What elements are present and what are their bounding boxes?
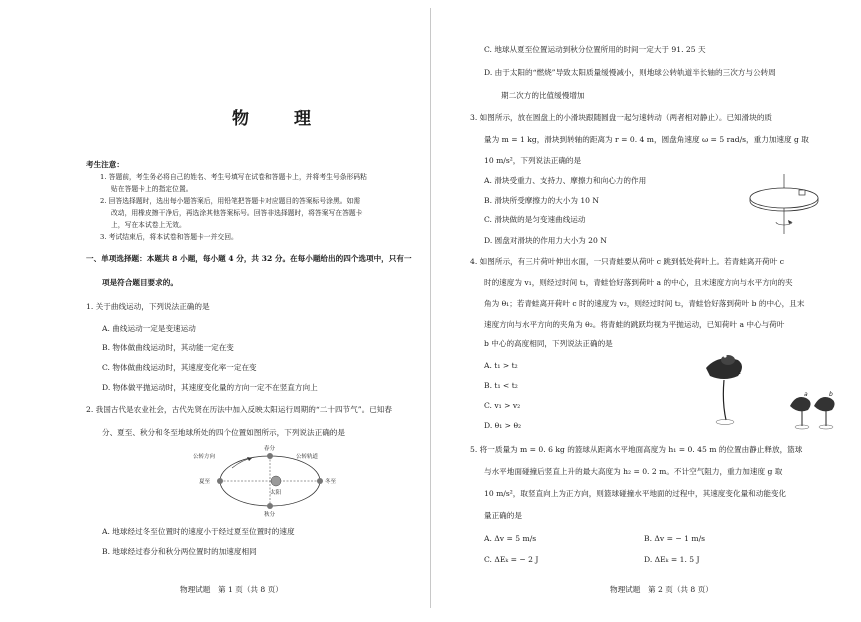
label-a: a xyxy=(804,391,808,398)
label-b: b xyxy=(829,391,833,398)
water-ripple-c xyxy=(716,420,734,425)
page-1 xyxy=(0,0,430,622)
q4-option-d: D. θ₁ > θ₂ xyxy=(484,421,522,430)
notice-line-4: 改动，用橡皮擦干净后，再选涂其他答案标号。回答非选择题时，将答案写在答题卡 xyxy=(111,209,363,217)
lotus-leaf-b-icon xyxy=(814,397,835,411)
label-winter-solstice: 冬至 xyxy=(325,479,337,485)
lotus-leaf-a-icon xyxy=(790,397,811,411)
sun-icon xyxy=(271,476,281,486)
q5-option-a: A. Δv = 5 m/s xyxy=(484,534,537,543)
q5-stem-cont-2: 10 m/s²，取竖直向上为正方向，则篮球碰撞水平地面的过程中，其速度变化量和动能变化 xyxy=(484,489,787,498)
q5-option-d: D. ΔEₖ = 1. 5 J xyxy=(644,555,700,564)
q2-option-d: D. 由于太阳的“燃烧”导致太阳质量缓慢减小，则地球公转轨道半长轴的三次方与公转周 xyxy=(484,68,776,77)
earth-summer-icon xyxy=(217,478,223,484)
label-summer-solstice: 夏至 xyxy=(199,479,211,485)
q2-option-b: B. 地球经过春分和秋分两位置时的加速度相同 xyxy=(102,547,257,556)
q1-option-a: A. 曲线运动一定是变速运动 xyxy=(102,324,196,333)
stem-c xyxy=(723,380,726,420)
q2-option-c: C. 地球从夏至位置运动到秋分位置所用的时间一定大于 91. 25 天 xyxy=(484,45,706,54)
notice-line-6: 3. 考试结束后，将本试卷和答题卡一并交回。 xyxy=(100,233,238,241)
q5-option-b: B. Δv = − 1 m/s xyxy=(644,534,706,543)
q3-stem-cont-2: 10 m/s²，下列说法正确的是 xyxy=(484,156,582,165)
page-2 xyxy=(430,0,861,622)
label-c: c xyxy=(738,369,742,376)
notice-line-3: 2. 回答选择题时，选出每小题答案后，用铅笔把答题卡对应题目的答案标号涂黑。如需 xyxy=(100,197,361,205)
label-sun: 太阳 xyxy=(270,490,282,496)
slider-block-icon xyxy=(799,190,805,195)
q1-option-b: B. 物体做曲线运动时，其动能一定在变 xyxy=(102,343,234,352)
notice-line-1: 1. 答题前，考生务必将自己的姓名、考生号填写在试卷和答题卡上，并将考生号条形码粘 xyxy=(100,173,367,181)
section-heading: 一、单项选择题：本题共 8 小题，每小题 4 分，共 32 分。在每小题给出的四个选项中，只有一 xyxy=(86,254,412,263)
q1-option-c: C. 物体做曲线运动时，其速度变化率一定在变 xyxy=(102,363,257,372)
notice-line-5: 上，写在本试卷上无效。 xyxy=(111,221,186,229)
q3-option-c: C. 滑块做的是匀变速曲线运动 xyxy=(484,215,586,224)
label-orbit: 公转轨道 xyxy=(296,454,319,460)
q2-option-d-cont: 期二次方的比值缓慢增加 xyxy=(501,91,585,100)
earth-spring-icon xyxy=(267,453,273,459)
q4-stem-cont-2: 角为 θ₁；若青蛙离开荷叶 c 时的速度为 v₂，则经过时间 t₂，青蛙恰好落到荷叶 b 的中心，且末 xyxy=(484,299,805,308)
q4-stem-cont-1: 时的速度为 v₁，则经过时间 t₁，青蛙恰好落到荷叶 a 的中心，且末速度方向与水平方向的夹 xyxy=(484,278,793,287)
q5-option-c: C. ΔEₖ = − 2 J xyxy=(484,555,539,564)
q2-stem-cont: 分、夏至、秋分和冬至地球所处的四个位置如图所示，下列说法正确的是 xyxy=(102,428,345,437)
disk-top xyxy=(750,188,818,208)
page-title: 物 理 xyxy=(232,109,325,129)
earth-autumn-icon xyxy=(267,503,273,509)
q4-stem-cont-3: 速度方向与水平方向的夹角为 θ₂。将青蛙的跳跃均视为平抛运动，已知荷叶 a 中心与荷叶 xyxy=(484,320,785,329)
q3-option-a: A. 滑块受重力、支持力、摩擦力和向心力的作用 xyxy=(484,176,647,185)
q1-stem: 1. 关于曲线运动，下列说法正确的是 xyxy=(86,302,210,311)
q5-stem-cont-3: 量正确的是 xyxy=(484,511,522,520)
notice-line-2: 贴在答题卡上的指定位置。 xyxy=(111,185,193,193)
notice-heading: 考生注意： xyxy=(86,160,124,169)
q2-option-a: A. 地球经过冬至位置时的速度小于经过夏至位置时的速度 xyxy=(102,527,295,536)
orbit-figure xyxy=(190,444,340,518)
earth-winter-icon xyxy=(317,478,323,484)
q4-stem: 4. 如图所示，有三片荷叶伸出水面，一只青蛙要从荷叶 c 跳到低处荷叶上。若青蛙离开荷叶 c xyxy=(470,257,784,266)
q2-stem: 2. 我国古代是农业社会，古代先贤在历法中加入反映太阳运行周期的“二十四节气”。已知春 xyxy=(86,405,392,414)
q3-stem: 3. 如图所示，放在圆盘上的小滑块跟随圆盘一起匀速转动（两者相对静止）。已知滑块的质 xyxy=(470,113,773,122)
frog-lotus-figure xyxy=(698,350,838,432)
label-spring-equinox: 春分 xyxy=(264,446,276,452)
q3-option-b: B. 滑块所受摩擦力的大小为 10 N xyxy=(484,196,600,205)
label-autumn-equinox: 秋分 xyxy=(264,512,276,518)
frog-icon xyxy=(721,355,735,365)
q5-stem: 5. 将一质量为 m = 0. 6 kg 的篮球从距离水平地面高度为 h₁ = 0. 45 m 的位置由静止释放，篮球 xyxy=(470,445,803,454)
page-2-footer: 物理试题 第 2 页（共 8 页） xyxy=(610,585,713,594)
q4-option-c: C. v₁ > v₂ xyxy=(484,401,521,410)
q4-stem-cont-4: b 中心的高度相同，下列说法正确的是 xyxy=(484,339,613,348)
q5-stem-cont-1: 与水平地面碰撞后竖直上升的最大高度为 h₂ = 0. 2 m。不计空气阻力，重力加速度 g 取 xyxy=(484,467,783,476)
q1-option-d: D. 物体做平抛运动时，其速度变化量的方向一定不在竖直方向上 xyxy=(102,383,318,392)
page-1-footer: 物理试题 第 1 页（共 8 页） xyxy=(180,585,283,594)
disk-figure xyxy=(746,172,822,236)
q4-option-b: B. t₁ < t₂ xyxy=(484,381,518,390)
section-heading-cont: 项是符合题目要求的。 xyxy=(102,278,178,287)
q3-stem-cont-1: 量为 m = 1 kg，滑块到转轴的距离为 r = 0. 4 m，圆盘角速度 ω = 5 rad/s，重力加速度 g 取 xyxy=(484,135,809,144)
q4-option-a: A. t₁ > t₂ xyxy=(484,361,518,370)
label-direction: 公转方向 xyxy=(193,454,216,460)
frog-eye-icon xyxy=(723,354,726,357)
q3-option-d: D. 圆盘对滑块的作用力大小为 20 N xyxy=(484,236,607,245)
